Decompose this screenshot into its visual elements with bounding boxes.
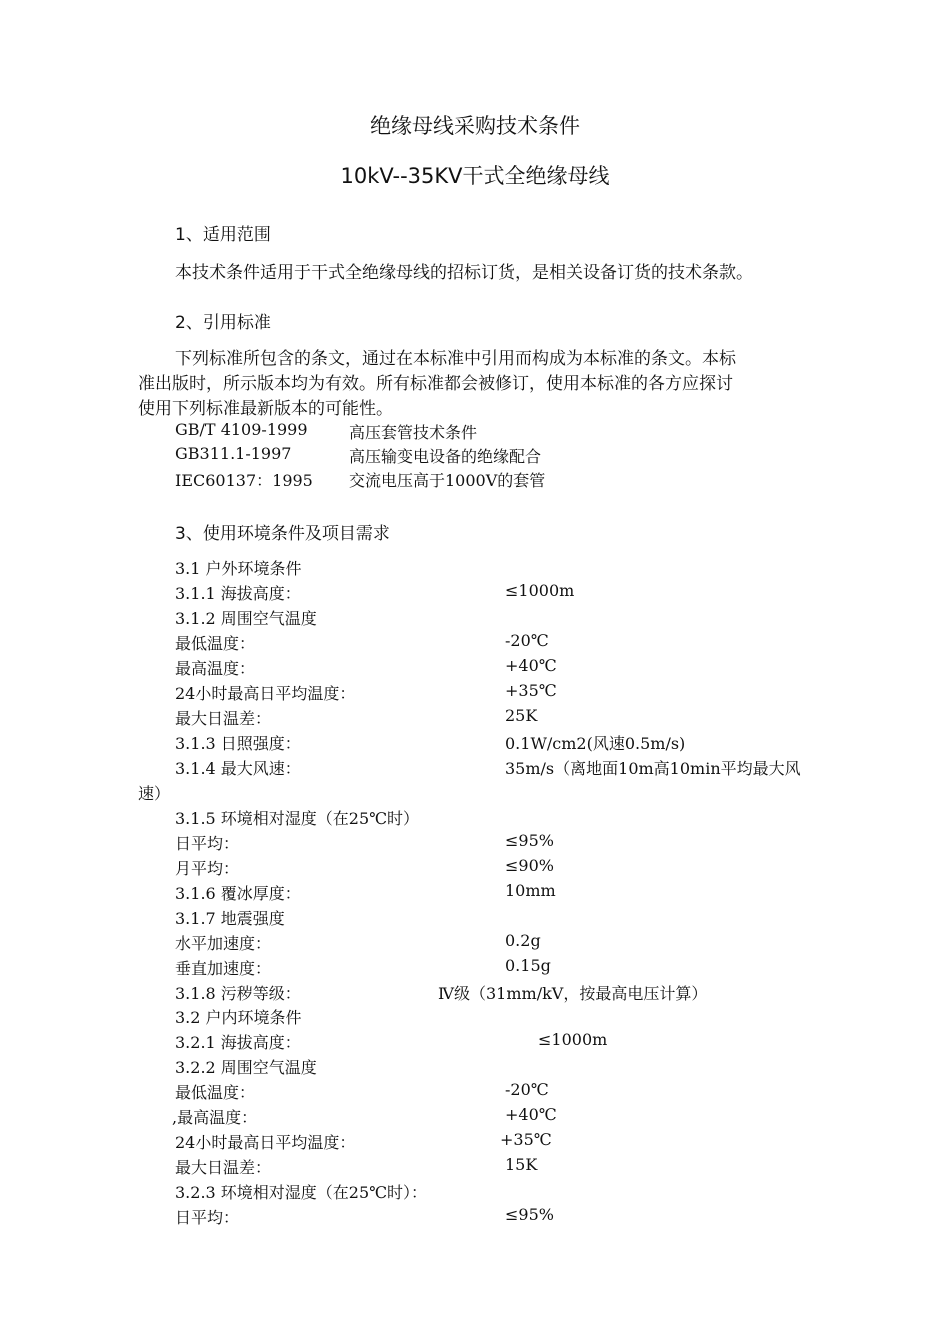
spec-row xyxy=(0,1155,950,1179)
reference-name: 高压套管技术条件 xyxy=(349,423,478,442)
spec-label: 3.1.1 海拔高度： xyxy=(175,584,301,603)
spec-label: 垂直加速度： xyxy=(175,959,272,978)
document-subtitle: 10kV--35KV干式全绝缘母线 xyxy=(340,164,610,188)
spec-label: 3.1.2 周围空气温度 xyxy=(175,609,317,628)
spec-label: 3.1 户外环境条件 xyxy=(175,559,302,578)
spec-row xyxy=(0,906,950,930)
reference-name: 交流电压高于1000V的套管 xyxy=(349,471,546,490)
spec-value: ≤1000m xyxy=(505,581,575,600)
spec-label: 3.2 户内环境条件 xyxy=(175,1008,302,1027)
spec-row xyxy=(0,1030,950,1054)
spec-label: 最低温度： xyxy=(175,634,256,653)
spec-row xyxy=(0,831,950,855)
spec-value: 0.1W/cm2(风速0.5m/s) xyxy=(505,734,686,753)
spec-row xyxy=(0,606,950,630)
reference-code: GB/T 4109-1999 xyxy=(175,420,308,439)
spec-row xyxy=(0,1205,950,1229)
reference-row xyxy=(0,444,950,468)
spec-value: +40℃ xyxy=(505,656,557,675)
spec-value: 15K xyxy=(505,1155,538,1174)
spec-value: +35℃ xyxy=(505,681,557,700)
spec-value: 10mm xyxy=(505,881,556,900)
spec-row xyxy=(0,1005,950,1029)
spec-row xyxy=(0,856,950,880)
section-2-line: 下列标准所包含的条文，通过在本标准中引用而构成为本标准的条文。本标 xyxy=(175,349,736,369)
section-2-line: 使用下列标准最新版本的可能性。 xyxy=(138,399,393,419)
spec-value: ≤95% xyxy=(505,831,554,850)
section-1-text: 本技术条件适用于干式全绝缘母线的招标订货，是相关设备订货的技术条款。 xyxy=(175,263,753,283)
spec-value: +40℃ xyxy=(505,1105,557,1124)
spec-label: 水平加速度： xyxy=(175,934,272,953)
spec-label: 最大日温差： xyxy=(175,709,272,728)
spec-label: 最高温度： xyxy=(175,659,256,678)
spec-row xyxy=(0,581,950,605)
spec-label: 日平均： xyxy=(175,834,240,853)
spec-row xyxy=(0,656,950,680)
spec-label: 3.2.2 周围空气温度 xyxy=(175,1058,317,1077)
spec-row xyxy=(0,956,950,980)
spec-row xyxy=(0,931,950,955)
reference-row xyxy=(0,468,950,492)
spec-row xyxy=(0,981,950,1005)
reference-row xyxy=(0,420,950,444)
spec-value: ≤1000m xyxy=(538,1030,608,1049)
reference-code: IEC60137：1995 xyxy=(175,471,313,490)
spec-label: 最低温度： xyxy=(175,1083,256,1102)
spec-value: 25K xyxy=(505,706,538,725)
section-3-heading: 3、使用环境条件及项目需求 xyxy=(175,524,390,544)
spec-value: ≤90% xyxy=(505,856,554,875)
spec-row xyxy=(0,781,950,805)
spec-value: -20℃ xyxy=(505,631,549,650)
spec-label: 24小时最高日平均温度： xyxy=(175,1133,356,1152)
spec-label: 最大日温差： xyxy=(175,1158,272,1177)
spec-value: -20℃ xyxy=(505,1080,549,1099)
spec-label: 3.1.5 环境相对湿度（在25℃时） xyxy=(175,809,420,828)
spec-row xyxy=(0,1130,950,1154)
spec-row xyxy=(0,556,950,580)
section-1-heading: 1、适用范围 xyxy=(175,225,271,245)
spec-row xyxy=(0,1080,950,1104)
spec-value: Ⅳ级（31mm/kV，按最高电压计算） xyxy=(438,984,708,1003)
spec-value: +35℃ xyxy=(500,1130,552,1149)
spec-row xyxy=(0,1055,950,1079)
document-title: 绝缘母线采购技术条件 xyxy=(370,114,580,138)
spec-row xyxy=(0,681,950,705)
spec-label: 3.2.1 海拔高度： xyxy=(175,1033,301,1052)
spec-row xyxy=(0,881,950,905)
spec-label: 日平均： xyxy=(175,1208,240,1227)
spec-label: 月平均： xyxy=(175,859,240,878)
spec-label: 3.1.7 地震强度 xyxy=(175,909,285,928)
spec-value: 0.2g xyxy=(505,931,541,950)
spec-label: 24小时最高日平均温度： xyxy=(175,684,356,703)
spec-value: ≤95% xyxy=(505,1205,554,1224)
spec-label: 3.2.3 环境相对湿度（在25℃时）： xyxy=(175,1183,428,1202)
spec-label: 速） xyxy=(138,784,171,803)
spec-row xyxy=(0,756,950,780)
spec-label: ,最高温度： xyxy=(172,1108,258,1127)
spec-label: 3.1.4 最大风速： xyxy=(175,759,301,778)
spec-row xyxy=(0,731,950,755)
spec-value: 35m/s（离地面10m高10min平均最大风 xyxy=(505,759,801,778)
section-2-line: 准出版时，所示版本均为有效。所有标准都会被修订，使用本标准的各方应探讨 xyxy=(138,374,733,394)
section-2-heading: 2、引用标准 xyxy=(175,313,271,333)
spec-value: 0.15g xyxy=(505,956,551,975)
spec-row xyxy=(0,806,950,830)
spec-label: 3.1.3 日照强度： xyxy=(175,734,301,753)
reference-name: 高压输变电设备的绝缘配合 xyxy=(349,447,542,466)
spec-label: 3.1.6 覆冰厚度： xyxy=(175,884,301,903)
spec-row xyxy=(0,1105,950,1129)
spec-row xyxy=(0,631,950,655)
spec-row xyxy=(0,706,950,730)
spec-row xyxy=(0,1180,950,1204)
spec-label: 3.1.8 污秽等级： xyxy=(175,984,301,1003)
reference-code: GB311.1-1997 xyxy=(175,444,292,463)
